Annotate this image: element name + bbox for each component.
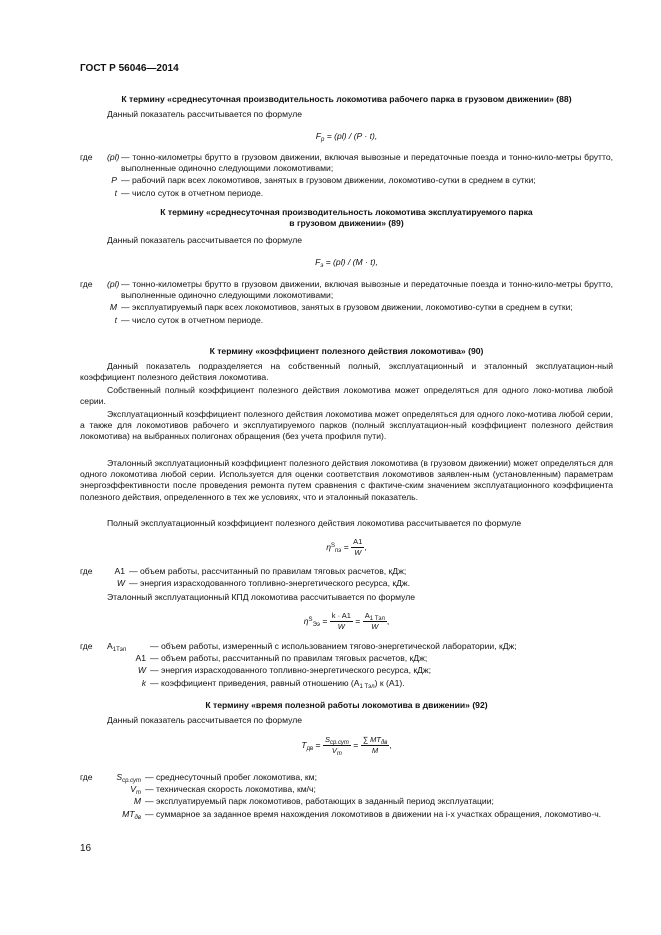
def-lead bbox=[80, 796, 107, 807]
defs-90-1 bbox=[80, 566, 613, 590]
formula-89 bbox=[80, 257, 613, 268]
def-text bbox=[150, 678, 613, 689]
def-symbol-sub: ср.сут bbox=[122, 778, 141, 784]
formula-90-2-fraction-2 bbox=[363, 611, 387, 632]
def-text: — число суток в отчетном периоде. bbox=[121, 314, 264, 325]
heading-92: К термину «время полезной работы локомотива в движении» (92) bbox=[205, 700, 488, 710]
def-text: — тонно-километры брутто в грузовом движении, включая вывозные и передаточные поезда и тонно-кило-метры брутто, выполненные одиночно следующими локомотивами; bbox=[121, 152, 613, 174]
formula-89-lhs-sub: э bbox=[320, 263, 324, 269]
def-row bbox=[80, 279, 613, 301]
defs-89 bbox=[80, 279, 613, 327]
fraction-numerator-base: S bbox=[324, 735, 330, 744]
formula-92-fraction-2 bbox=[361, 735, 390, 756]
def-lead bbox=[80, 653, 107, 664]
def-symbol bbox=[107, 641, 150, 652]
document-header: ГОСТ Р 56046—2014 bbox=[80, 63, 179, 74]
def-symbol: t bbox=[114, 187, 117, 198]
fraction-numerator-sub: ср.сут bbox=[329, 740, 349, 746]
def-symbol: (pl) bbox=[107, 279, 120, 289]
def-lead bbox=[80, 784, 107, 795]
def-row bbox=[80, 566, 613, 577]
def-lead: где bbox=[80, 641, 93, 651]
formula-92-lhs-sub: дв bbox=[306, 745, 314, 752]
def-symbol: P bbox=[111, 175, 117, 186]
def-text: — объем работы, рассчитанный по правилам тяговых расчетов, кДж; bbox=[150, 653, 428, 664]
fraction-numerator-base: A bbox=[364, 611, 370, 620]
def-symbol: A1 bbox=[114, 566, 125, 576]
def-text: — число суток в отчетном периоде. bbox=[121, 187, 264, 198]
def-lead bbox=[80, 302, 107, 313]
def-symbol: k bbox=[141, 677, 146, 688]
heading-89 bbox=[80, 207, 613, 229]
defs-92 bbox=[80, 772, 613, 821]
def-text: — энергия израсходованного топливно-энергетического ресурса, кДж; bbox=[150, 665, 432, 676]
fraction-numerator-sub: дв bbox=[380, 740, 388, 746]
heading-88: К термину «среднесуточная производительность локомотива рабочего парка в грузовом движении» (88) bbox=[121, 94, 572, 104]
def-text: — тонно-километры брутто в грузовом движении, включая вывозные и передаточные поезда и тонно-кило-метры брутто, выполненные одиночно следующими локомотивами; bbox=[121, 279, 613, 301]
def-symbol: M bbox=[133, 796, 141, 807]
def-lead bbox=[80, 578, 107, 589]
intro-89: Данный показатель рассчитывается по формуле bbox=[107, 235, 302, 245]
formula-88-rhs: = (pl) / (P · t), bbox=[324, 131, 378, 141]
formula-92-lhs: T bbox=[301, 739, 307, 750]
def-lead bbox=[80, 175, 107, 186]
def-text: — объем работы, измеренный с использованием тягово-энергетической лаборатории, кДж; bbox=[150, 641, 517, 651]
formula-90-1-lhs-sup: S bbox=[331, 542, 336, 549]
def-row bbox=[80, 641, 613, 652]
def-text: — техническая скорость локомотива, км/ч; bbox=[145, 784, 316, 795]
def-symbol: W bbox=[116, 578, 125, 589]
def-text-main: — коэффициент приведения, равный отношению (A bbox=[150, 677, 360, 688]
formula-92: $T_{дв}$ = $\frac{S_{ср.сут}}{V_т}$ = $\frac{\sum MT_{дв}}{M}$ , bbox=[301, 735, 392, 757]
formula-88-lhs: F bbox=[315, 131, 321, 141]
def-lead bbox=[80, 678, 107, 689]
fraction-denominator: W bbox=[354, 548, 362, 557]
formula-90-2-lhs-sup: S bbox=[308, 616, 313, 623]
formula-90-2-fraction-1 bbox=[330, 611, 353, 632]
page-number: 16 bbox=[80, 843, 92, 854]
fraction-numerator-sub: 1 Тэл bbox=[369, 616, 385, 622]
def-row bbox=[80, 784, 613, 795]
defs-88 bbox=[80, 152, 613, 200]
formula-90-1-lhs-sub: пэ bbox=[335, 547, 342, 554]
formula-92-fraction-1 bbox=[323, 735, 351, 756]
para-90-4: Эталонный эксплуатационный коэффициент полезного действия локомотива (в грузовом движении) может определяться для одного локомотива любой серии. Используется для оценки соответствия локомотивов заявлен-ным (установленным) параметрам энергоэффективности после проведения ремонта путем сравнения с фактиче-ским значением эксплуатационного коэффициента полезного действия, определенного в тех же условиях, что и эталонный показатель. bbox=[80, 458, 613, 502]
def-text: — среднесуточный пробег локомотива, км; bbox=[145, 772, 317, 782]
def-symbol-base: A bbox=[107, 641, 113, 651]
fraction-denominator: M bbox=[371, 746, 379, 755]
def-row bbox=[80, 188, 613, 199]
def-row bbox=[80, 315, 613, 326]
formula-90-2-lhs: η bbox=[303, 615, 309, 626]
formula-89-lhs: F bbox=[315, 257, 321, 267]
def-symbol-base: S bbox=[116, 772, 123, 782]
def-symbol-sub: дв bbox=[134, 814, 141, 821]
def-symbol-base: V bbox=[130, 784, 136, 795]
intro-88: Данный показатель рассчитывается по формуле bbox=[107, 109, 302, 119]
fraction-numerator bbox=[363, 611, 387, 622]
def-text: — эксплуатируемый парк локомотивов, работающих в заданный период эксплуатации; bbox=[145, 796, 494, 807]
heading-89-line2: в грузовом движении» (89) bbox=[289, 218, 404, 229]
intro-90-2: Эталонный эксплуатационный КПД локомотива рассчитывается по формуле bbox=[107, 592, 416, 602]
intro-92: Данный показатель рассчитывается по формуле bbox=[107, 715, 302, 725]
def-text: — эксплуатируемый парк всех локомотивов, занятых в грузовом движении, локомотиво-сутки в среднем в сутки; bbox=[121, 302, 573, 313]
def-row bbox=[80, 152, 613, 174]
def-row bbox=[80, 175, 613, 186]
intro-90-1: Полный эксплуатационный коэффициент полезного действия локомотива рассчитывается по формуле bbox=[107, 518, 522, 528]
para-90-3: Эксплуатационный коэффициент полезного действия локомотива может определяться для одного локо-мотива любой серии, а также для локомотивов рабочего и эксплуатируемого парков (полный эксплуатацион-ный коэффициент полезного действия локомотива) на выбранных полигонах обращения (без учета профиля пути). bbox=[80, 409, 613, 442]
fraction-numerator bbox=[323, 735, 351, 746]
def-lead bbox=[80, 809, 107, 820]
def-row bbox=[80, 772, 613, 783]
def-lead: где bbox=[80, 152, 93, 162]
def-text: — рабочий парк всех локомотивов, занятых в грузовом движении, локомотиво-сутки в среднем в сутки; bbox=[121, 175, 536, 186]
para-90-1: Данный показатель подразделяется на собственный полный, эксплуатационный и эталонный эксплуатацион-ный коэффициент полезного действия локомотива. bbox=[80, 361, 613, 383]
def-symbol bbox=[107, 784, 145, 795]
def-lead: где bbox=[80, 279, 93, 289]
def-symbol: (pl) bbox=[107, 152, 120, 162]
formula-90-1-fraction bbox=[351, 537, 364, 558]
def-row bbox=[80, 578, 613, 589]
def-row bbox=[80, 653, 613, 664]
formula-89-rhs: = (pl) / (M · t), bbox=[323, 257, 378, 267]
def-lead bbox=[80, 315, 107, 326]
fraction-numerator bbox=[361, 735, 390, 746]
para-90-2: Собственный полный коэффициент полезного действия локомотива может определяться для одного локо-мотива любой серии. bbox=[80, 385, 613, 407]
heading-90: К термину «коэффициент полезного действия локомотива» (90) bbox=[209, 346, 484, 356]
formula-88-lhs-sub: р bbox=[320, 137, 325, 143]
formula-90-2: $\eta^S_{Ээ}$ = $\frac{k \cdot A1}{W}$ = $\frac{A_{1 Тэл}}{W}$ , bbox=[303, 611, 390, 631]
heading-89-line1: К термину «среднесуточная производительность локомотива эксплуатируемого парка bbox=[160, 207, 533, 217]
def-row bbox=[80, 678, 613, 689]
def-text-tail: ) к (A1). bbox=[374, 677, 405, 688]
fraction-denominator: W bbox=[371, 622, 379, 631]
def-lead bbox=[80, 665, 107, 676]
formula-90-1-lhs: η bbox=[326, 541, 332, 552]
formula-88 bbox=[80, 131, 613, 142]
fraction-numerator: A1 bbox=[353, 537, 363, 546]
def-row bbox=[80, 302, 613, 313]
def-symbol-base: MT bbox=[122, 808, 135, 819]
def-symbol bbox=[107, 772, 145, 783]
fraction-numerator: k · A1 bbox=[331, 611, 351, 620]
def-lead: где bbox=[80, 566, 93, 576]
fraction-denominator-base: V bbox=[331, 746, 337, 755]
def-row bbox=[80, 665, 613, 676]
def-text: — суммарное за заданное время нахождения локомотивов в движении на i-х участках обращения, локомотиво-ч. bbox=[145, 808, 602, 819]
def-symbol-sub: 1Тэл bbox=[112, 647, 127, 653]
def-row bbox=[80, 796, 613, 807]
def-symbol bbox=[107, 809, 145, 820]
fraction-numerator-base: ∑ MT bbox=[362, 735, 381, 744]
def-symbol: M bbox=[109, 302, 117, 313]
def-lead bbox=[80, 188, 107, 199]
def-text-sub: 1 Тэл bbox=[359, 683, 375, 690]
fraction-denominator bbox=[323, 746, 351, 756]
def-text: — энергия израсходованного топливно-энергетического ресурса, кДж. bbox=[129, 578, 411, 589]
def-text: — объем работы, рассчитанный по правилам тяговых расчетов, кДж; bbox=[129, 566, 407, 576]
fraction-denominator: W bbox=[337, 622, 345, 631]
defs-90-2 bbox=[80, 641, 613, 690]
def-lead: где bbox=[80, 772, 93, 782]
formula-90-2-lhs-sub: Ээ bbox=[312, 621, 320, 628]
def-symbol: W bbox=[137, 665, 146, 676]
def-symbol: A1 bbox=[135, 653, 146, 664]
fraction-denominator-sub: т bbox=[336, 751, 342, 757]
def-row bbox=[80, 809, 613, 820]
formula-90-1: $\eta^S_{пэ}$ = $\frac{A1}{W}$ , bbox=[326, 537, 367, 557]
def-symbol-sub: т bbox=[136, 790, 141, 797]
def-symbol: t bbox=[114, 314, 117, 325]
